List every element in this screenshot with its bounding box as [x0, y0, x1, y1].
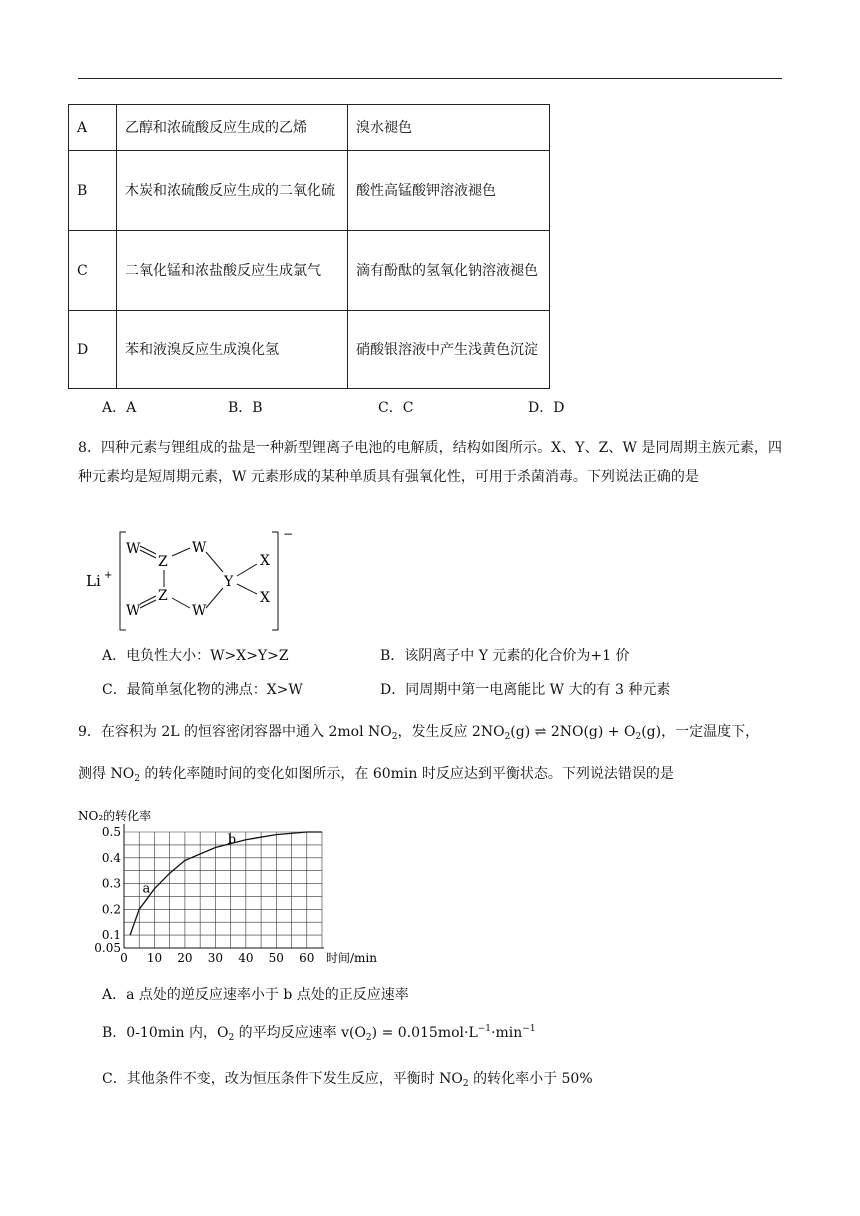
q9-stem-part: (g)，一定温度下， [641, 724, 760, 740]
atom-z: Z [158, 554, 168, 570]
q9-choice-b-part: ·min [491, 1025, 523, 1041]
q9-choice-b-part: ) = 0.015mol·L [371, 1025, 478, 1041]
row-test: 硝酸银溶液中产生浅黄色沉淀 [348, 311, 550, 389]
subscript: 2 [365, 1033, 372, 1043]
row-test: 滴有酚酞的氢氧化钠溶液褪色 [348, 231, 550, 311]
superscript: −1 [477, 1024, 492, 1034]
atom-y: Y [224, 574, 234, 590]
q8-choice-a: A．电负性大小：W>X>Y>Z [102, 648, 289, 664]
row-test: 溴水褪色 [348, 105, 550, 151]
y-tick-label: 0.5 [101, 825, 121, 839]
row-reactant: 乙醇和浓硫酸反应生成的乙烯 [117, 105, 348, 151]
row-key: A [69, 105, 117, 151]
atom-x: X [260, 553, 270, 569]
subscript: 2 [134, 774, 140, 784]
x-tick-label: 50 [268, 951, 284, 965]
point-label: b [227, 832, 237, 848]
q7-option-table [68, 104, 550, 389]
y-axis-label: NO₂的转化率 [78, 809, 152, 823]
q9-choice-c-part: C．其他条件不变，改为恒压条件下发生反应，平衡时 NO [102, 1071, 463, 1087]
row-test: 酸性高锰酸钾溶液褪色 [348, 151, 550, 231]
x-axis-label: 时间/min [326, 951, 377, 965]
q9-choice-b-part: 的平均反应速率 v(O [234, 1025, 366, 1041]
y-tick-label: 0.05 [94, 941, 121, 955]
row-reactant: 苯和液溴反应生成溴化氢 [117, 311, 348, 389]
row-key: D [69, 311, 117, 389]
row-key: B [69, 151, 117, 231]
x-tick-label: 10 [146, 951, 163, 965]
subscript: 2 [228, 1033, 235, 1043]
q8-choice-b: B．该阴离子中 Y 元素的化合价为+1 价 [380, 648, 630, 664]
q9-stem-part: 测得 NO [78, 766, 135, 782]
row-key: C [69, 231, 117, 311]
x-tick-label: 30 [207, 951, 224, 965]
choice-d: D．D [528, 400, 565, 416]
x-tick-label: 60 [299, 951, 315, 965]
choice-c: C．C [378, 400, 414, 416]
q9-choice-b-part: B．0-10min 内，O [102, 1025, 229, 1041]
q9-choice-c [102, 1068, 593, 1089]
y-tick-label: 0.3 [101, 876, 121, 891]
q8-choice-d: D．同周期中第一电离能比 W 大的有 3 种元素 [380, 682, 671, 698]
q9-stem-part: ，发生反应 2NO [397, 724, 505, 740]
table-row [69, 151, 550, 231]
q9-stem-line2 [78, 760, 782, 794]
y-tick-label: 0.4 [101, 850, 121, 865]
q9-stem-part: (g) ⇌ 2NO(g) + O [510, 724, 636, 740]
atom-w: W [192, 603, 207, 619]
q9-choice-c-part: 的转化率小于 50% [468, 1071, 593, 1087]
structure-anion-charge: − [283, 527, 294, 541]
x-tick-label: 0 [120, 951, 128, 965]
subscript: 2 [462, 1079, 469, 1089]
y-tick-label: 0.2 [101, 902, 121, 917]
q8-choice-c: C．最简单氢化物的沸点：X>W [102, 682, 303, 698]
header-rule [78, 78, 782, 79]
x-tick-label: 20 [177, 951, 193, 965]
structure-cation-charge: + [104, 570, 113, 581]
q9-choice-a: A．a 点处的逆反应速率小于 b 点处的正反应速率 [102, 987, 409, 1003]
q9-stem [78, 718, 782, 752]
conversion-chart [74, 800, 377, 976]
row-reactant: 木炭和浓硫酸反应生成的二氧化硫 [117, 151, 348, 231]
atom-w: W [126, 603, 141, 619]
q8-stem: 8．四种元素与锂组成的盐是一种新型锂离子电池的电解质，结构如图所示。X、Y、Z、W 是同周期主族元素，四种元素均是短周期元素，W 元素形成的某种单质具有强氧化性，可用于杀菌消毒。下列说法正确的是 [78, 440, 782, 485]
anion-structure [82, 528, 302, 638]
row-reactant: 二氧化锰和浓盐酸反应生成氯气 [117, 231, 348, 311]
subscript: 2 [391, 732, 398, 742]
table-row [69, 105, 550, 151]
q9-choice-b [102, 1022, 536, 1043]
subscript: 2 [635, 732, 642, 742]
q9-stem-part: 9．在容积为 2L 的恒容密闭容器中通入 2mol NO [78, 724, 392, 740]
atom-x: X [260, 590, 270, 606]
choice-a: A．A [102, 400, 137, 416]
atom-w: W [126, 541, 141, 557]
subscript: 2 [504, 732, 511, 742]
atom-w: W [192, 540, 207, 556]
x-tick-label: 40 [238, 951, 254, 965]
superscript: −1 [522, 1024, 536, 1034]
y-tick-label: 0.1 [101, 928, 121, 943]
choice-b: B．B [228, 400, 263, 416]
table-row [69, 231, 550, 311]
table-row [69, 311, 550, 389]
point-label: a [142, 881, 151, 897]
q9-stem-part: 的转化率随时间的变化如图所示，在 60min 时反应达到平衡状态。下列说法错误的是 [139, 766, 674, 782]
atom-z: Z [158, 588, 168, 604]
structure-cation: Li [86, 572, 101, 590]
